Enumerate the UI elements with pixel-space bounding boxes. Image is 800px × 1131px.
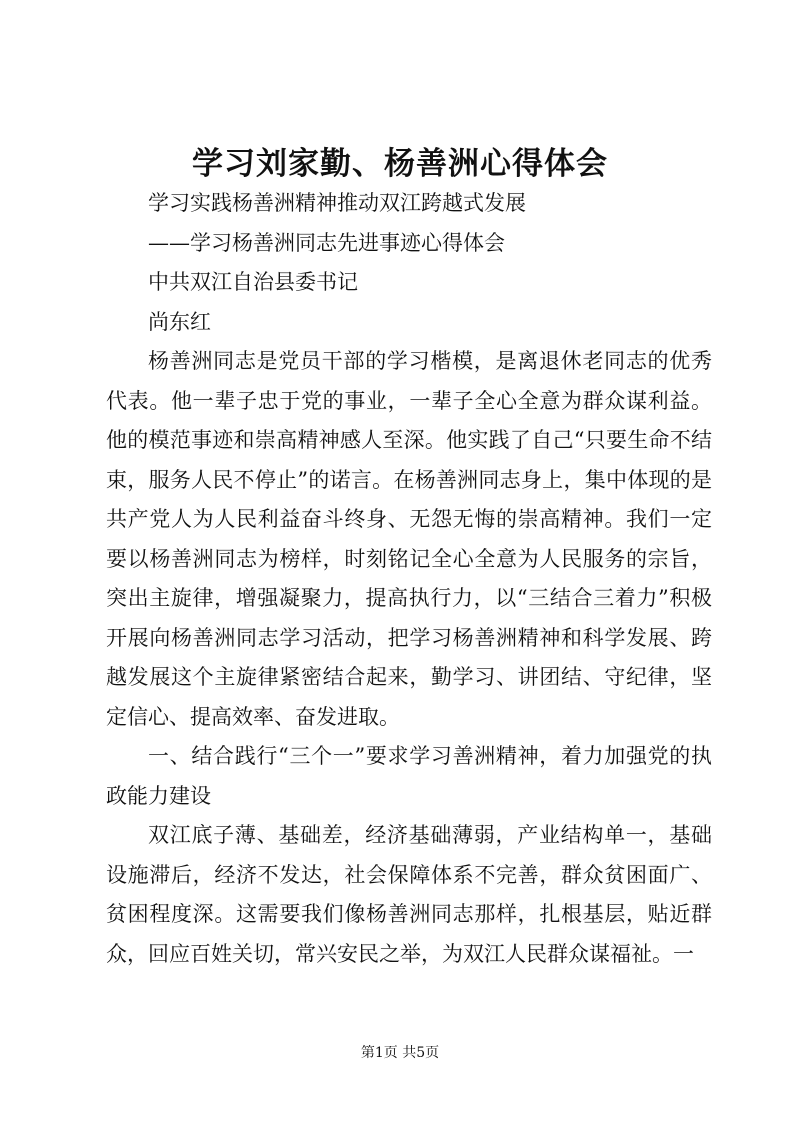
body-paragraph: 双江底子薄、基础差，经济基础薄弱，产业结构单一，基础设施滞后，经济不发达，社会保障体系不完善，群众贫困面广、贫困程度深。这需要我们像杨善洲同志那样，扎根基层，贴近群众，回应百姓关切，常兴安民之举，为双江人民群众谋福祉。一	[106, 823, 712, 966]
section-heading: 一、结合践行“三个一”要求学习善洲精神，着力加强党的执政能力建设	[106, 744, 712, 808]
subtitle-paragraph: ——学习杨善洲同志先进事迹心得体会	[148, 230, 505, 255]
body-paragraph: 杨善洲同志是党员干部的学习楷模，是离退休老同志的优秀代表。他一辈子忠于党的事业，一辈子全心全意为群众谋利益。他的模范事迹和崇高精神感人至深。他实践了自己“只要生命不结束，服务人民不停止”的诺言。在杨善洲同志身上，集中体现的是共产党人为人民利益奋斗终身、无怨无悔的崇高精神。我们一定要以杨善洲同志为榜样，时刻铭记全心全意为人民服务的宗旨，突出主旋律，增强凝聚力，提高执行力，以“三结合三着力”积极开展向杨善洲同志学习活动，把学习杨善洲精神和科学发展、跨越发展这个主旋律紧密结合起来，勤学习、讲团结、守纪律，坚定信心、提高效率、奋发进取。	[106, 349, 712, 729]
author-name: 尚东红	[148, 309, 211, 334]
subtitle-paragraph: 学习实践杨善洲精神推动双江跨越式发展	[148, 191, 526, 215]
author-affiliation: 中共双江自治县委书记	[148, 270, 358, 294]
document-title: 学习刘家勤、杨善洲心得体会	[192, 146, 608, 182]
document-body	[106, 184, 712, 974]
page-footer: 第1页 共5页	[360, 1045, 440, 1061]
